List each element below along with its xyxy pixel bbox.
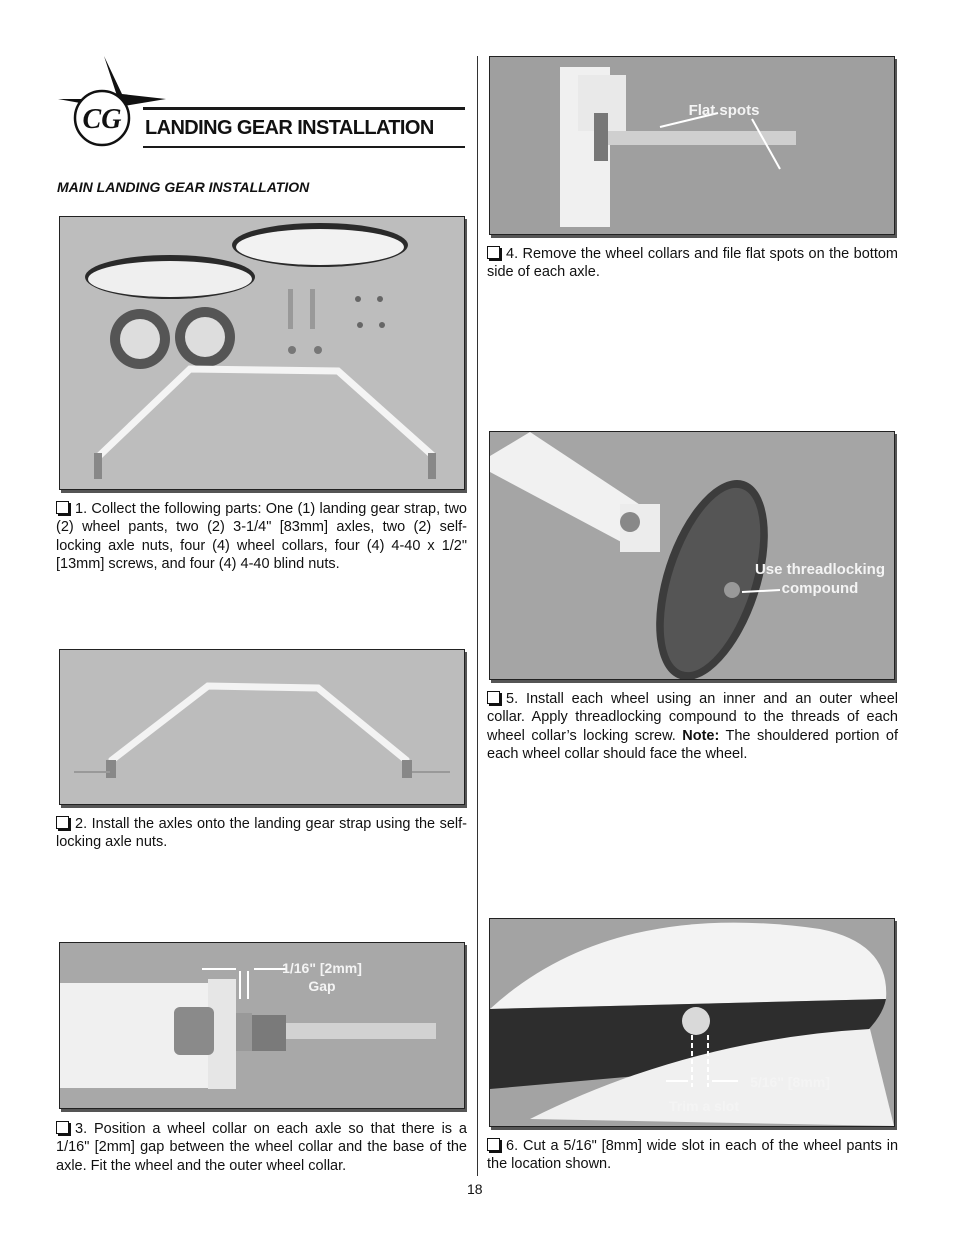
label-compound: compound <box>781 580 859 597</box>
label-gap-size: 1/16" [2mm] <box>282 960 362 976</box>
label-threadlock: Use threadlocking <box>754 561 886 578</box>
axle-gap-photo <box>59 942 465 1109</box>
checkbox[interactable] <box>56 1121 69 1134</box>
column-divider <box>477 56 478 1176</box>
step-number: 4. <box>506 246 519 262</box>
flat-spots-photo <box>489 56 895 235</box>
step-3 <box>56 1120 467 1175</box>
title-rule-top <box>143 107 465 110</box>
parts-photo <box>59 216 465 490</box>
label-trim-slot: Trim a slot <box>668 1098 740 1114</box>
step-4 <box>487 245 898 282</box>
section-title: MAIN LANDING GEAR INSTALLATION <box>57 179 310 195</box>
logo-text: CG <box>82 104 122 135</box>
step-number: 1. <box>75 501 88 517</box>
checkbox[interactable] <box>56 816 69 829</box>
gear-strap-photo <box>59 649 465 805</box>
step-text: Position a wheel collar on each axle so that there is a 1/16" [2mm] gap between the wheel collar and the base of the axle. Fit the wheel and the outer wheel collar. <box>56 1121 467 1174</box>
checkbox[interactable] <box>487 246 500 259</box>
step-text-after-note: The shouldered portion of each wheel collar should face the wheel. <box>487 727 898 763</box>
step-2 <box>56 815 467 852</box>
checkbox[interactable] <box>487 1138 500 1151</box>
step-text: Cut a 5/16" [8mm] wide slot in each of the wheel pants in the location shown. <box>487 1138 899 1173</box>
label-gap: Gap <box>308 978 336 994</box>
step-5 <box>487 690 898 764</box>
title-rule-bottom <box>143 146 465 148</box>
checkbox[interactable] <box>56 501 69 514</box>
step-number: 6. <box>506 1138 519 1154</box>
step-number: 2. <box>75 816 88 832</box>
step-1 <box>56 500 467 574</box>
step-6 <box>487 1137 898 1174</box>
label-slot-size: 5/16" [8mm] <box>750 1074 830 1090</box>
note-label: Note: <box>682 727 720 744</box>
step-number: 5. <box>506 691 519 707</box>
step-text: Install the axles onto the landing gear strap using the self-locking axle nuts. <box>56 816 467 851</box>
wheel-pant-slot-photo <box>489 918 895 1127</box>
step-text: Collect the following parts: One (1) landing gear strap, two (2) wheel pants, two (2) 3-1/4" [83mm] axles, two (2) self-locking axle nuts, four (4) wheel collars, four (4) 4-40 x 1/2" [13mm] screws, and four (4) 4-40 blind nuts. <box>56 501 468 573</box>
label-flat-spots: Flat spots <box>688 102 760 119</box>
step-number: 3. <box>75 1121 88 1137</box>
page-title: LANDING GEAR INSTALLATION <box>145 117 434 139</box>
page-number: 18 <box>467 1181 483 1197</box>
step-text: Remove the wheel collars and file flat spots on the bottom side of each axle. <box>487 246 898 281</box>
wheel-installed-photo <box>489 431 895 680</box>
step-text: Install each wheel using an inner and an outer wheel collar. Apply threadlocking compound to the threads of each wheel collar’s locking screw. <box>487 691 898 744</box>
checkbox[interactable] <box>487 691 500 704</box>
